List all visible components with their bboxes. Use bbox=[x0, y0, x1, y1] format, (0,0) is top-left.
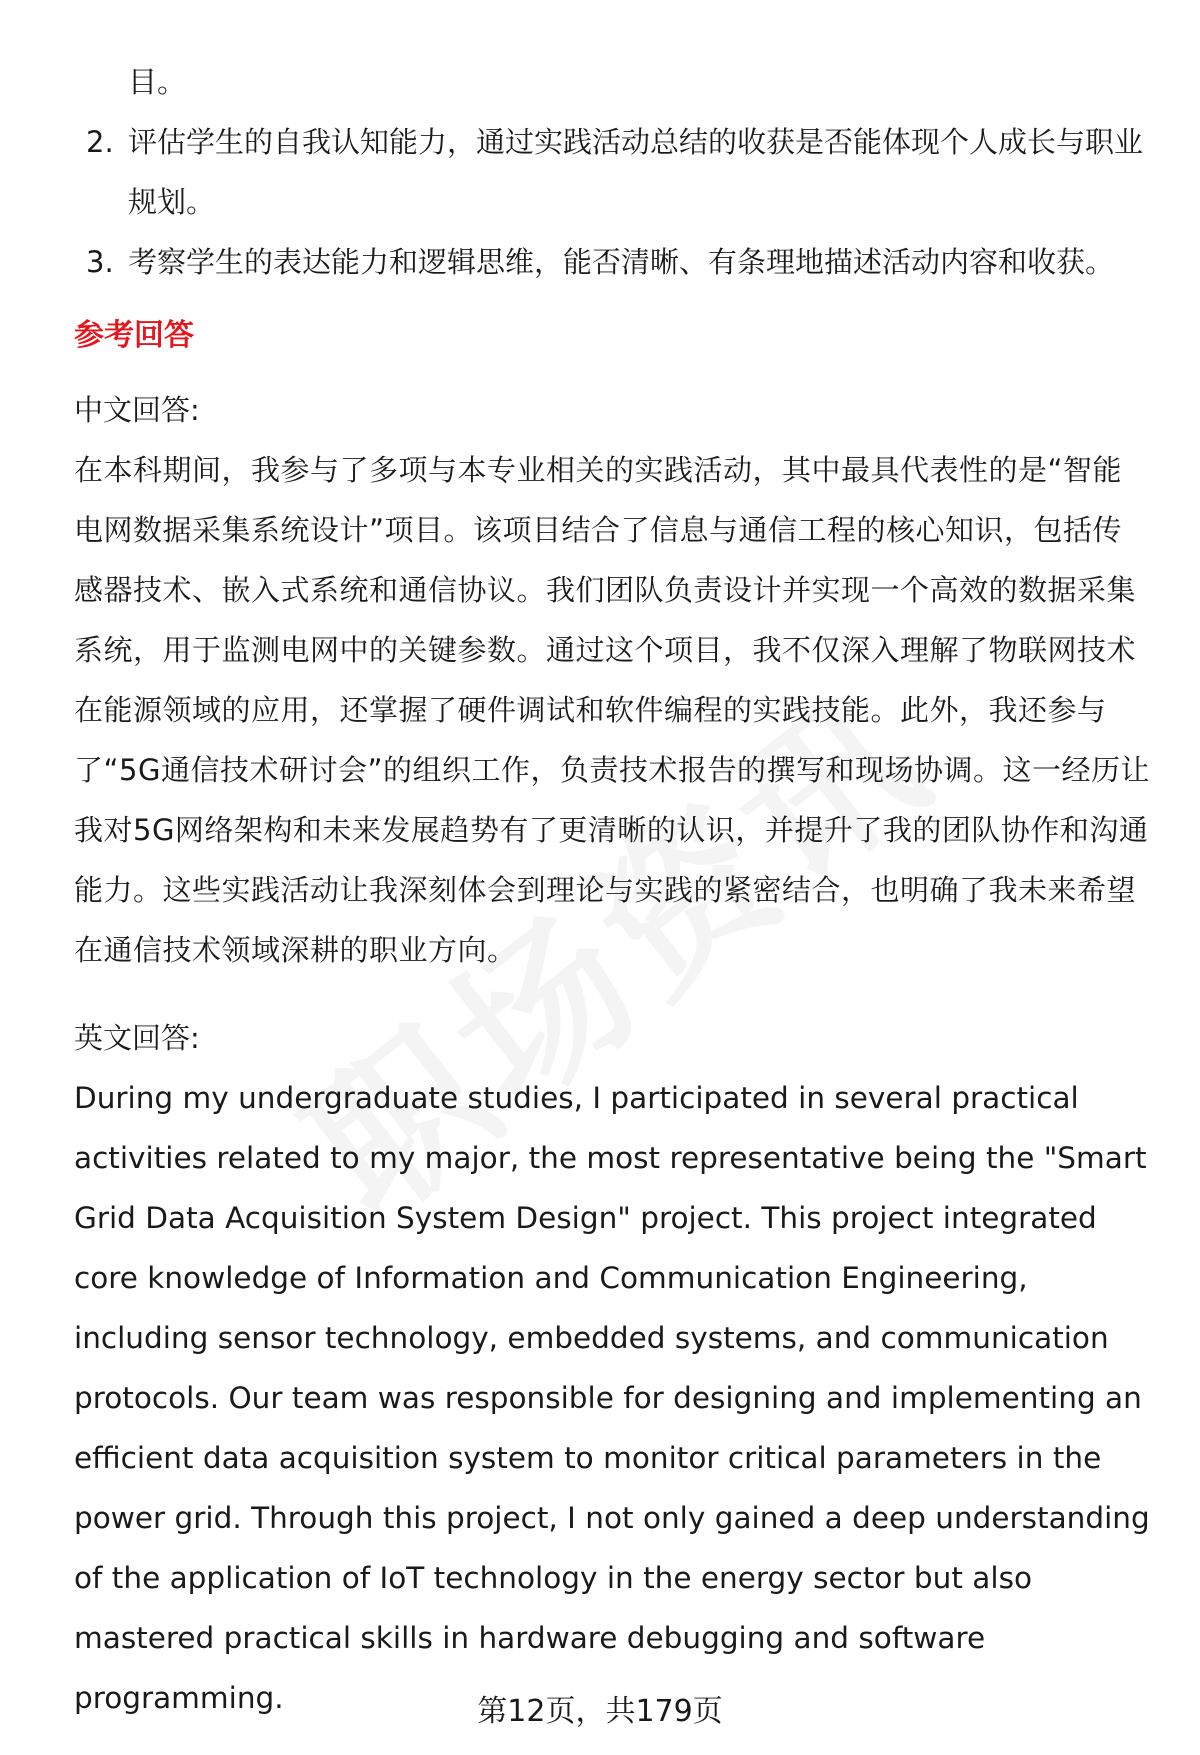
list-item bbox=[74, 112, 1150, 232]
continuation-text: 目。 bbox=[128, 65, 187, 99]
chinese-answer-paragraph: 在本科期间，我参与了多项与本专业相关的实践活动，其中最具代表性的是“智能电网数据采集系统设计”项目。该项目结合了信息与通信工程的核心知识，包括传感器技术、嵌入式系统和通信协议。我们团队负责设计并实现一个高效的数据采集系统，用于监测电网中的关键参数。通过这个项目，我不仅深入理解了物联网技术在能源领域的应用，还掌握了硬件调试和软件编程的实践技能。此外，我还参与了“5G通信技术研讨会”的组织工作，负责技术报告的撰写和现场协调。这一经历让我对5G网络架构和未来发展趋势有了更清晰的认识，并提升了我的团队协作和沟通能力。这些实践活动让我深刻体会到理论与实践的紧密结合，也明确了我未来希望在通信技术领域深耕的职业方向。 bbox=[74, 453, 1150, 967]
page-content bbox=[74, 52, 1150, 1728]
list-item-text: 评估学生的自我认知能力，通过实践活动总结的收获是否能体现个人成长与职业规划。 bbox=[128, 125, 1144, 219]
chinese-answer-label: 中文回答: bbox=[74, 393, 200, 427]
page-number-footer: 第12页，共179页 bbox=[477, 1694, 723, 1729]
section-title: 参考回答 bbox=[74, 318, 194, 353]
english-answer-paragraph: During my undergraduate studies, I participated in several practical activities related to my major, the most representative being the "Smart Grid Data Acquisition System Design" project. This project integrated core knowledge of Information and Communication Engineering, including sensor technology, embedded systems, and communication protocols. Our team was responsible for designing and implementing an efficient data acquisition system to monitor critical parameters in the power grid. Through this project, I not only gained a deep understanding of the application of IoT technology in the energy sector but also mastered practical skills in hardware debugging and software programming. bbox=[74, 1081, 1150, 1715]
english-answer-label: 英文回答: bbox=[74, 1021, 200, 1055]
list-item-text: 考察学生的表达能力和逻辑思维，能否清晰、有条理地描述活动内容和收获。 bbox=[128, 245, 1115, 279]
list-number: 3. bbox=[86, 245, 114, 279]
list-item bbox=[74, 232, 1150, 292]
list-number: 2. bbox=[86, 125, 114, 159]
